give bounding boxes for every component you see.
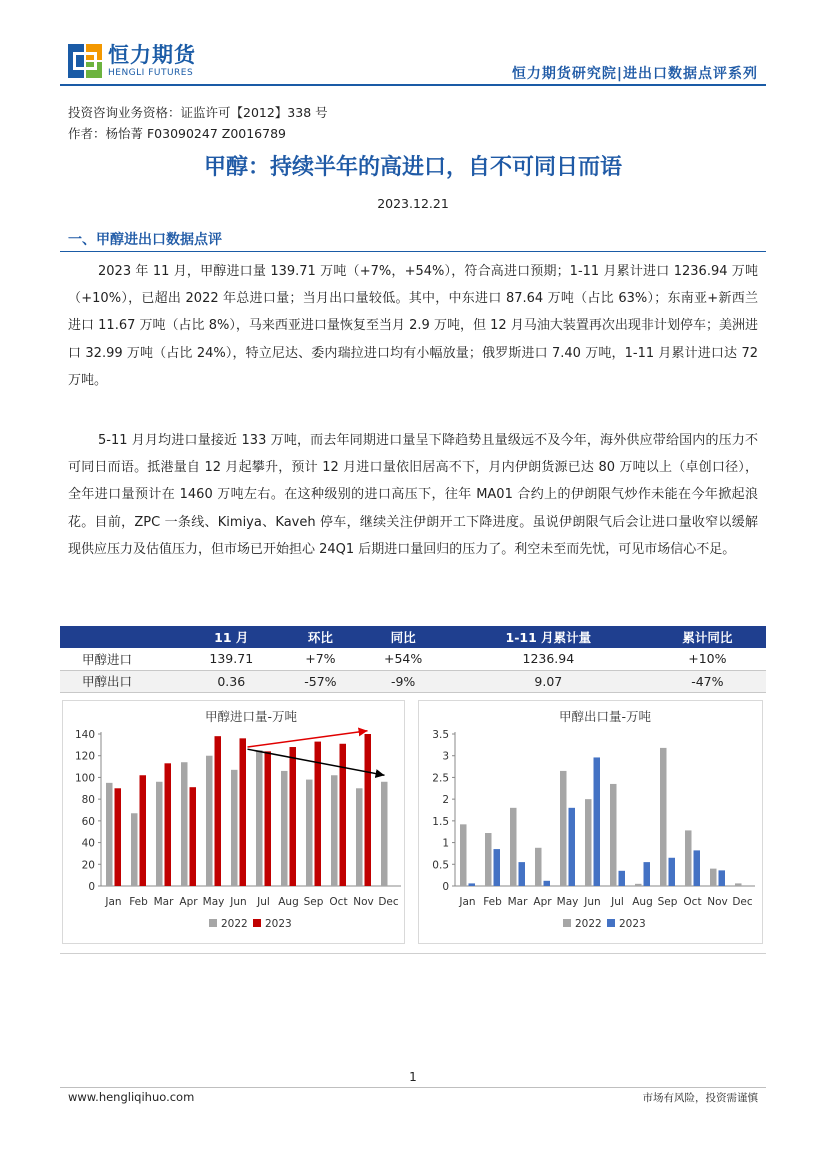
- trade-data-table: [60, 626, 766, 693]
- bar-2023-Aug: [290, 747, 297, 886]
- report-date: 2023.12.21: [377, 196, 449, 211]
- legend-swatch-2023: [607, 919, 615, 927]
- bar-2022-Apr: [535, 848, 542, 886]
- logo-cn: 恒力期货: [108, 42, 196, 67]
- bar-2023-Mar: [519, 862, 526, 886]
- bar-2023-Jul: [265, 751, 272, 886]
- bar-2022-Sep: [306, 780, 313, 886]
- y-tick-label: 60: [81, 815, 95, 828]
- table-cell: 9.07: [448, 670, 649, 692]
- y-tick-label: 2: [442, 794, 449, 807]
- section-divider: [60, 251, 766, 252]
- chart-title: 甲醇进口量-万吨: [204, 709, 298, 724]
- legend-swatch-2022: [563, 919, 571, 927]
- bar-2022-Aug: [635, 884, 642, 886]
- import-chart-box: [62, 700, 405, 944]
- bar-2022-Dec: [735, 883, 742, 886]
- table-cell: 0.36: [180, 670, 283, 692]
- bar-2022-Mar: [156, 782, 163, 886]
- x-tick-label: Mar: [507, 896, 528, 908]
- bar-2022-Jun: [585, 799, 592, 886]
- bar-2023-Jul: [619, 871, 626, 886]
- table-cell: -57%: [283, 670, 359, 692]
- bar-2023-Nov: [365, 734, 372, 886]
- report-title: 甲醇：持续半年的高进口，自不可同日而语: [203, 155, 622, 180]
- bar-2022-Apr: [181, 762, 188, 886]
- x-tick-label: Aug: [278, 896, 299, 908]
- table-row: [60, 648, 766, 670]
- page-header: [0, 0, 826, 90]
- table-cell: -9%: [358, 670, 448, 692]
- bar-2023-Nov: [719, 870, 726, 886]
- y-tick-label: 0: [442, 881, 449, 893]
- x-tick-label: Feb: [483, 896, 502, 908]
- bar-2022-Jan: [460, 824, 467, 886]
- x-tick-label: Jan: [459, 896, 476, 908]
- x-tick-label: Jan: [105, 896, 122, 908]
- legend-swatch-2022: [209, 919, 217, 927]
- x-tick-label: Mar: [153, 896, 174, 908]
- bar-2023-May: [569, 808, 576, 886]
- footer-divider: [60, 1087, 766, 1088]
- company-logo: [68, 44, 196, 78]
- bar-2023-Apr: [190, 787, 197, 886]
- author-info: 作者：杨怡菁 F03090247 Z0016789: [68, 126, 286, 141]
- y-tick-label: 1.5: [432, 815, 449, 828]
- x-tick-label: Sep: [303, 896, 324, 908]
- x-tick-label: Jun: [584, 896, 601, 908]
- x-tick-label: Dec: [378, 896, 399, 908]
- paragraph-1: 2023 年 11 月，甲醇进口量 139.71 万吨（+7%，+54%），符合高进口预期；1-11 月累计进口 1236.94 万吨（+10%），已超出 2022 年总进口量；当月出口量较低。其中，中东进口 87.64 万吨（占比 63%）；东南亚+新西兰进口 11.67 万吨（占比 8%），马来西亚进口量恢复至当月 2.9 万吨，但 12 月马油大装置再次出现非计划停车；美洲进口 32.99 万吨（占比 24%），特立尼达、委内瑞拉进口均有小幅放量；俄罗斯进口 7.40 万吨，1-11 月累计进口达 72 万吨。: [68, 264, 758, 388]
- table-header-row: [60, 626, 766, 648]
- x-tick-label: Jun: [230, 896, 247, 908]
- bar-2023-Jun: [240, 738, 247, 886]
- bar-2023-May: [215, 736, 222, 886]
- x-tick-label: Jul: [257, 896, 270, 908]
- table-header-cell: 同比: [358, 626, 448, 648]
- bar-2022-Nov: [356, 788, 363, 886]
- table-cell: +54%: [358, 648, 448, 670]
- table-cell: 1236.94: [448, 648, 649, 670]
- y-tick-label: 1: [442, 837, 449, 850]
- bar-2022-Jul: [256, 750, 263, 886]
- content-divider: [60, 953, 766, 954]
- table-row: [60, 670, 766, 692]
- x-tick-label: Aug: [632, 896, 653, 908]
- table-cell: 甲醇进口: [60, 648, 180, 670]
- y-tick-label: 0.5: [432, 859, 449, 872]
- x-tick-label: Oct: [683, 896, 702, 908]
- series-title: 恒力期货研究院|进出口数据点评系列: [511, 66, 758, 82]
- bar-2022-Mar: [510, 808, 517, 886]
- x-tick-label: May: [556, 896, 579, 908]
- x-tick-label: Feb: [129, 896, 148, 908]
- y-tick-label: 120: [74, 750, 95, 763]
- paragraph-2: 5-11 月月均进口量接近 133 万吨，而去年同期进口量呈下降趋势且量级远不及今年，海外供应带给国内的压力不可同日而语。抵港量自 12 月起攀升，预计 12 月进口量依旧居高不下，月内伊朗货源已达 80 万吨以上（卓创口径），全年进口量预计在 1460 万吨左右。在这种级别的进口高压下，往年 MA01 合约上的伊朗限气炒作未能在今年掀起浪花。目前，ZPC 一条线、Kimiya、Kaveh 停车，继续关注伊朗开工下降进度。虽说伊朗限气后会让进口量收窄以缓解现供应压力及估值压力，但市场已开始担心 24Q1 后期进口量回归的压力了。利空未至而先忧，可见市场信心不足。: [68, 433, 758, 557]
- bar-2023-Sep: [669, 858, 676, 886]
- x-tick-label: Nov: [707, 896, 728, 908]
- x-tick-label: Apr: [179, 896, 198, 908]
- table-header-cell: 11 月: [180, 626, 283, 648]
- bar-2022-Jun: [231, 770, 238, 886]
- bar-2023-Mar: [165, 763, 172, 886]
- license-info: 投资咨询业务资格：证监许可【2012】338 号: [68, 105, 328, 120]
- bar-2022-Oct: [685, 830, 692, 886]
- y-tick-label: 100: [74, 772, 95, 785]
- bar-2022-Aug: [281, 771, 288, 886]
- bar-2022-Nov: [710, 869, 717, 886]
- bar-2022-Feb: [485, 833, 492, 886]
- x-tick-label: Dec: [732, 896, 753, 908]
- y-tick-label: 40: [81, 837, 95, 850]
- bar-2022-Sep: [660, 748, 667, 886]
- legend-swatch-2023: [253, 919, 261, 927]
- y-tick-label: 20: [81, 859, 95, 872]
- bar-2022-May: [560, 771, 567, 886]
- import-chart: [63, 701, 404, 943]
- bar-2023-Feb: [140, 775, 147, 886]
- export-chart-box: [418, 700, 763, 944]
- y-tick-label: 0: [88, 881, 95, 893]
- chart-title: 甲醇出口量-万吨: [558, 709, 652, 724]
- bar-2022-Oct: [331, 775, 338, 886]
- table-cell: +7%: [283, 648, 359, 670]
- logo-mark-icon: [68, 44, 102, 78]
- y-tick-label: 2.5: [432, 772, 449, 785]
- export-chart: [419, 701, 762, 943]
- legend-label-2023: 2023: [265, 918, 292, 930]
- x-tick-label: Oct: [329, 896, 348, 908]
- y-tick-label: 140: [74, 729, 95, 741]
- bar-2023-Apr: [544, 881, 551, 886]
- section-title: 一、甲醇进出口数据点评: [68, 232, 222, 248]
- legend-label-2022: 2022: [575, 918, 602, 930]
- y-tick-label: 3.5: [432, 729, 449, 741]
- table-cell: -47%: [649, 670, 766, 692]
- table-header-cell: [60, 626, 180, 648]
- footer-risk-note: 市场有风险，投资需谨慎: [642, 1092, 758, 1104]
- header-divider: [60, 84, 766, 86]
- bar-2022-Feb: [131, 813, 138, 886]
- bar-2023-Jan: [115, 788, 122, 886]
- bar-2022-Jan: [106, 783, 113, 886]
- table-cell: 139.71: [180, 648, 283, 670]
- bar-2022-Dec: [381, 782, 388, 886]
- bar-2022-Jul: [610, 784, 617, 886]
- legend-label-2023: 2023: [619, 918, 646, 930]
- bar-2023-Jun: [594, 757, 601, 886]
- bar-2023-Aug: [644, 862, 651, 886]
- table-header-cell: 1-11 月累计量: [448, 626, 649, 648]
- logo-en: HENGLI FUTURES: [108, 67, 194, 78]
- y-tick-label: 3: [442, 750, 449, 763]
- bar-2023-Feb: [494, 849, 501, 886]
- table-cell: 甲醇出口: [60, 670, 180, 692]
- x-tick-label: Jul: [611, 896, 624, 908]
- table-header-cell: 累计同比: [649, 626, 766, 648]
- table-header-cell: 环比: [283, 626, 359, 648]
- table-cell: +10%: [649, 648, 766, 670]
- x-tick-label: Sep: [657, 896, 678, 908]
- bar-2023-Oct: [340, 744, 347, 886]
- x-tick-label: Apr: [533, 896, 552, 908]
- x-tick-label: May: [202, 896, 225, 908]
- page-number: 1: [409, 1070, 417, 1084]
- trend-arrow-up: [248, 731, 368, 747]
- x-tick-label: Nov: [353, 896, 374, 908]
- legend-label-2022: 2022: [221, 918, 248, 930]
- bar-2022-May: [206, 756, 213, 886]
- bar-2023-Jan: [469, 883, 476, 886]
- y-tick-label: 80: [81, 794, 95, 807]
- bar-2023-Oct: [694, 850, 701, 886]
- footer-url: www.hengliqihuo.com: [68, 1090, 195, 1104]
